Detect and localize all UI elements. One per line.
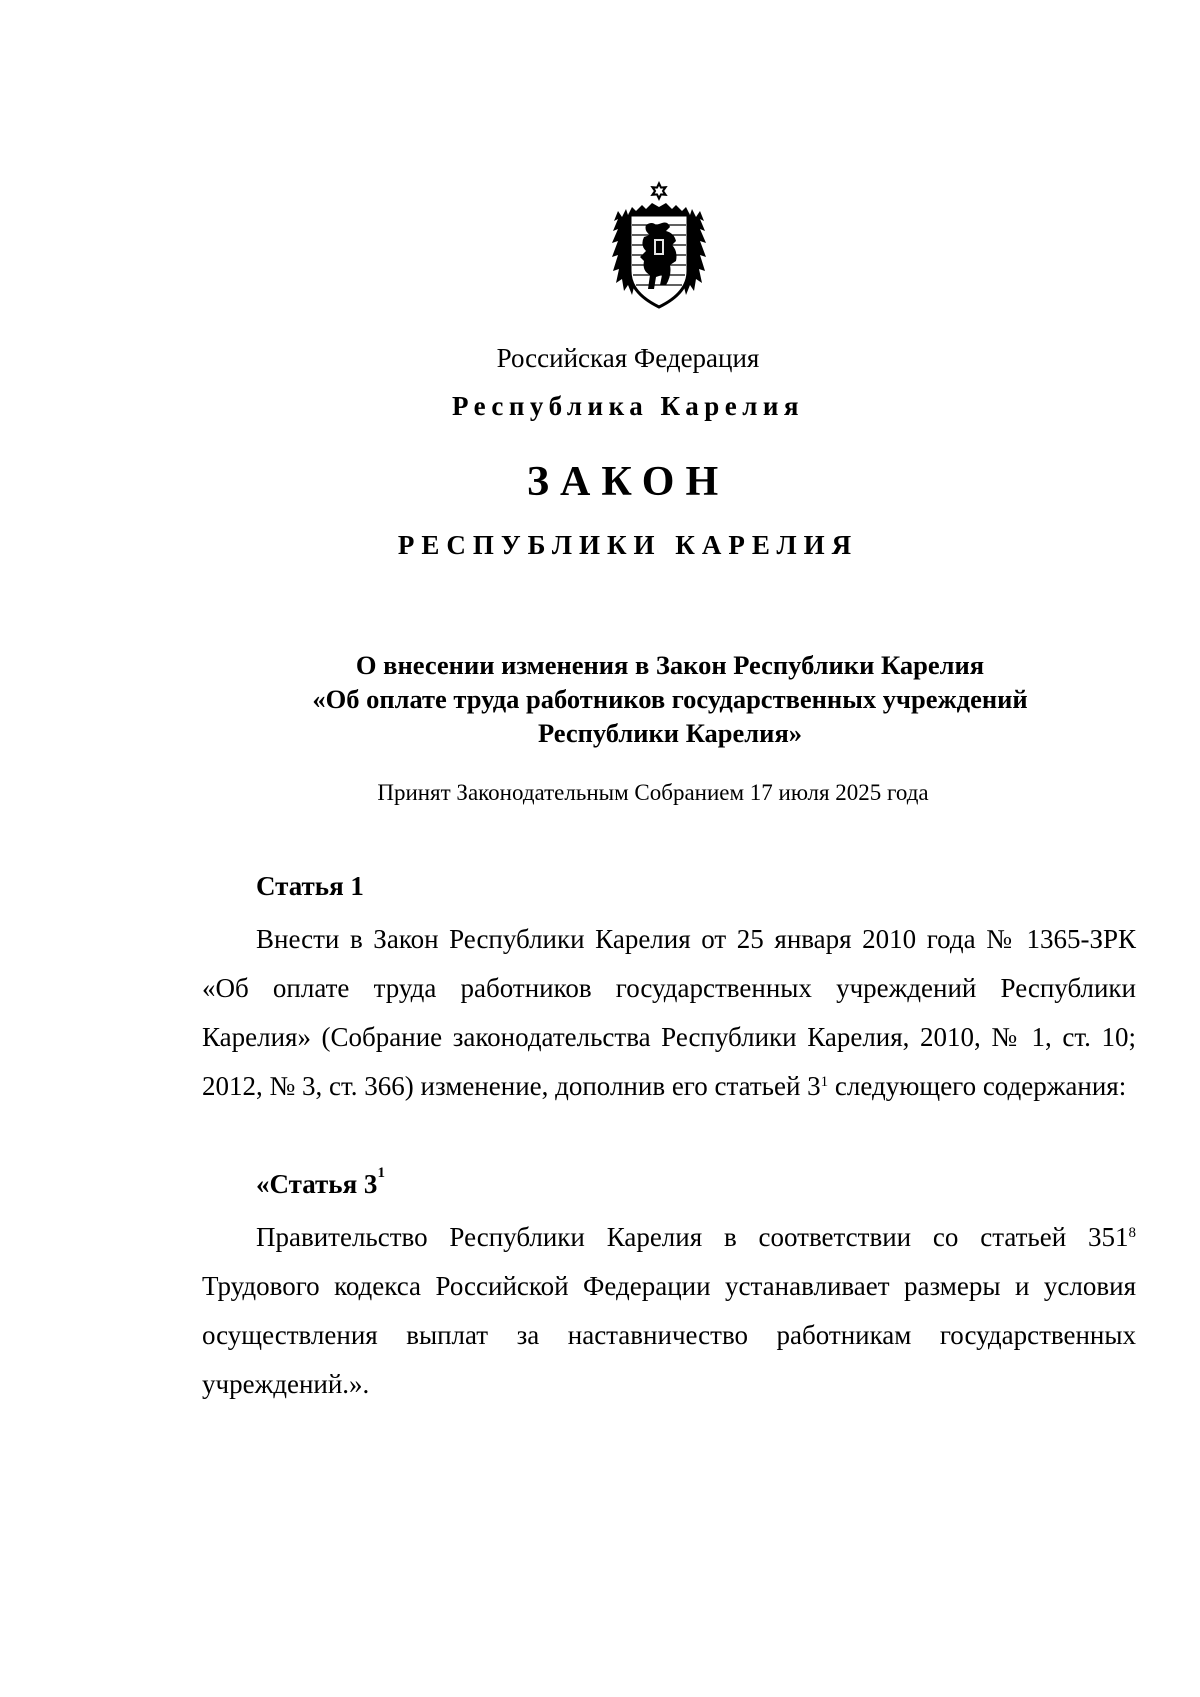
article-3-1-heading-text: «Статья 3 [256, 1169, 378, 1199]
law-title-line: «Об оплате труда работников государственных учреждений [312, 684, 1028, 714]
article-1-text-main: Внести в Закон Республики Карелия от 25 января 2010 года № 1365-ЗРК «Об оплате труда работников государственных учреждений Республики Карелия» (Собрание законодательства Республики Карелия, 2010, № 1, ст. 10; 2012, № 3, ст. 366) изменение, дополнив его статьей 3 [202, 924, 1136, 1101]
star-icon [650, 181, 667, 201]
federation-line: Российская Федерация [496, 343, 760, 373]
superscript: 8 [1128, 1225, 1136, 1241]
law-title-line: Республики Карелия» [537, 718, 803, 748]
article-1-heading: Статья 1 [256, 871, 364, 901]
article-1-text-tail: следующего содержания: [828, 1071, 1127, 1101]
law-title-line: О внесении изменения в Закон Республики Карелия [355, 650, 985, 680]
superscript: 1 [820, 1074, 829, 1090]
law-word: ЗАКОН [526, 459, 730, 505]
article-3-1-text-tail: Трудового кодекса Российской Федерации устанавливает размеры и условия осуществления выплат за наставничество работникам государственных учреждений.». [202, 1271, 1136, 1399]
adoption-date-line: Принят Законодательным Собранием 17 июля 2025 года [377, 780, 929, 805]
superscript: 1 [377, 1165, 385, 1181]
karelia-coat-of-arms [606, 181, 712, 318]
article-1-text [202, 915, 1136, 1111]
law-title [230, 648, 1110, 750]
republic-genitive-line: РЕСПУБЛИКИ КАРЕЛИЯ [397, 530, 859, 560]
article-3-1-text [202, 1213, 1136, 1409]
article-3-1-text-main: Правительство Республики Карелия в соответствии со статьей 351 [256, 1222, 1129, 1252]
republic-line: Республика Карелия [451, 391, 805, 421]
article-3-1-heading [256, 1165, 385, 1200]
